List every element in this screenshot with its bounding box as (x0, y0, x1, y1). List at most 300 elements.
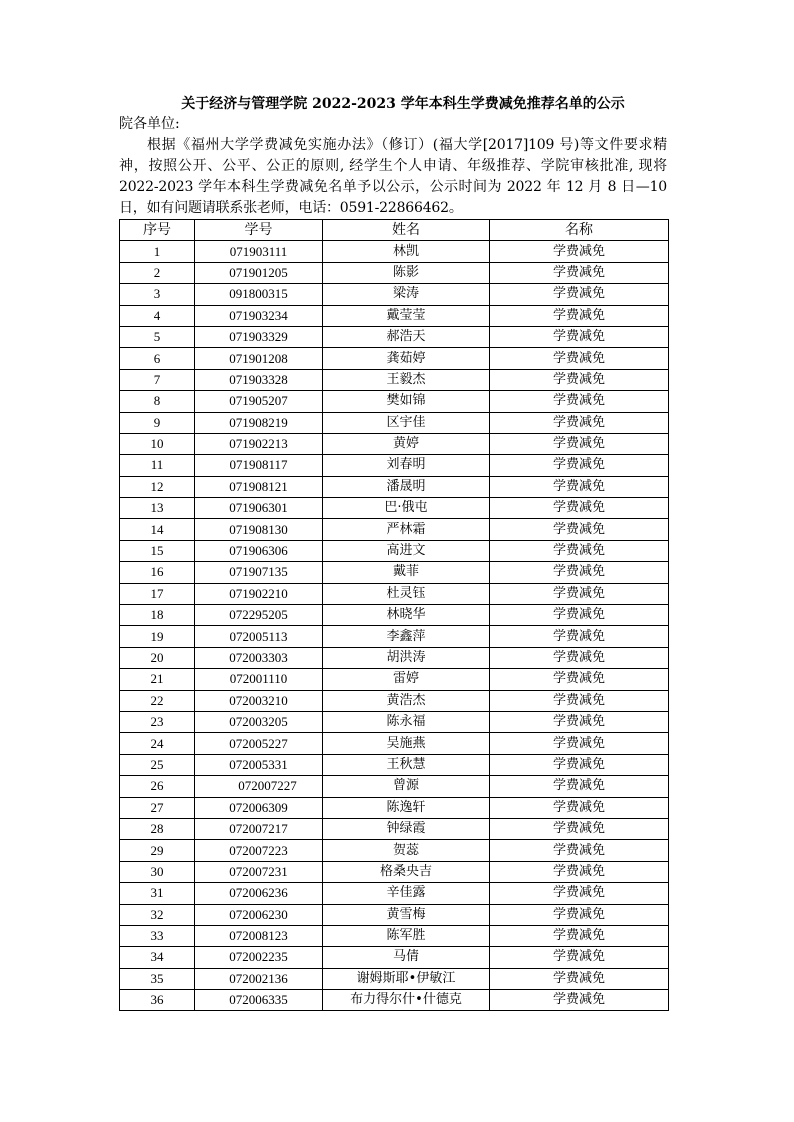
row-student-id-text: 071901208 (229, 350, 288, 366)
notice-body: 根据《福州大学学费减免实施办法》（修订）(福大学[2017]109 号)等文件要求精神，按照公开、公平、公正的原则, 经学生个人申请、年级推荐、学院审核批准, 现将 2022-2023 学年本科生学费减免名单予以公示，公示时间为 2022 年 12 月 8 日—10 日，如有问题请联系张老师，电话：0591-22866462。 (119, 137, 667, 216)
row-student-name-text: 杜灵钰 (386, 585, 426, 601)
row-award-type-text: 学费减免 (552, 799, 605, 815)
row-student-name (323, 647, 490, 668)
row-award-type (490, 391, 669, 412)
row-award-type (490, 904, 669, 925)
row-serial-text: 9 (153, 414, 161, 430)
row-student-name (323, 605, 490, 626)
row-award-type (490, 733, 669, 754)
row-student-id-text: 071908219 (229, 414, 288, 430)
row-student-name (323, 583, 490, 604)
table-row (120, 519, 669, 540)
row-student-name (323, 326, 490, 347)
row-serial-text: 24 (150, 735, 164, 751)
row-student-id-text: 072006230 (229, 906, 288, 922)
row-serial-text: 28 (150, 821, 164, 837)
row-award-type-text: 学费减免 (552, 628, 605, 644)
row-serial (120, 433, 195, 454)
row-award-type-text: 学费减免 (552, 393, 605, 409)
row-serial (120, 540, 195, 561)
row-student-name (323, 305, 490, 326)
row-student-name-text: 陈影 (392, 264, 419, 280)
row-award-type (490, 818, 669, 839)
row-award-type-text: 学费减免 (552, 307, 605, 323)
table-header-row (120, 220, 669, 241)
row-serial (120, 348, 195, 369)
row-award-type (490, 284, 669, 305)
row-serial-text: 30 (150, 863, 164, 879)
row-student-name-text: 区宇佳 (386, 414, 426, 430)
row-student-id-text: 072006309 (229, 799, 288, 815)
row-award-type (490, 305, 669, 326)
row-serial-text: 20 (150, 650, 164, 665)
row-student-name (323, 797, 490, 818)
row-student-id (195, 305, 323, 326)
row-student-name (323, 455, 490, 476)
row-serial-text: 3 (153, 286, 161, 302)
row-student-name (323, 733, 490, 754)
row-student-id (195, 369, 323, 390)
row-student-id (195, 925, 323, 946)
row-student-id-text: 072003210 (229, 692, 288, 708)
row-student-id-text: 071906301 (229, 500, 288, 516)
row-student-name-text: 黄雪梅 (386, 906, 426, 922)
row-serial (120, 369, 195, 390)
row-student-id-text: 091800315 (229, 286, 288, 302)
row-serial-text: 15 (150, 543, 164, 559)
row-award-type-text: 学费减免 (552, 350, 605, 366)
row-serial-text: 2 (153, 264, 161, 280)
row-student-id-text: 072003205 (229, 714, 288, 730)
row-award-type (490, 476, 669, 497)
row-serial (120, 498, 195, 519)
row-student-id (195, 391, 323, 412)
table-row (120, 690, 669, 711)
row-serial (120, 818, 195, 839)
table-row (120, 284, 669, 305)
table-row (120, 754, 669, 775)
row-student-id-text: 071906306 (229, 543, 288, 559)
row-award-type-text: 学费减免 (552, 329, 605, 345)
row-student-name-text: 巴·俄屯 (384, 500, 428, 516)
row-student-name-text: 梁涛 (392, 286, 419, 302)
row-award-type (490, 883, 669, 904)
row-serial (120, 925, 195, 946)
row-serial (120, 990, 195, 1011)
table-row (120, 968, 669, 989)
table-row (120, 925, 669, 946)
table-row (120, 904, 669, 925)
row-serial (120, 754, 195, 775)
row-student-id (195, 626, 323, 647)
table-row (120, 669, 669, 690)
header-name: 姓名 (323, 220, 490, 241)
row-award-type-text: 学费减免 (552, 863, 605, 879)
row-student-id-text: 072007223 (229, 842, 288, 858)
row-student-id-text: 072007217 (229, 821, 288, 837)
row-student-name-text: 林凯 (392, 243, 419, 259)
row-award-type (490, 647, 669, 668)
row-student-id (195, 861, 323, 882)
row-serial-text: 19 (150, 628, 164, 644)
row-award-type-text: 学费减免 (552, 607, 605, 623)
table-row (120, 797, 669, 818)
table-row (120, 947, 669, 968)
row-award-type (490, 711, 669, 732)
row-student-name (323, 840, 490, 861)
row-student-name (323, 476, 490, 497)
row-student-id (195, 669, 323, 690)
table-row (120, 647, 669, 668)
table-row (120, 883, 669, 904)
row-award-type (490, 797, 669, 818)
row-student-name (323, 284, 490, 305)
row-serial (120, 412, 195, 433)
row-award-type-text: 学费减免 (552, 714, 605, 730)
row-student-name-text: 陈军胜 (386, 928, 426, 944)
row-student-id (195, 883, 323, 904)
row-student-id-text: 072295205 (229, 607, 288, 623)
table-row (120, 733, 669, 754)
row-award-type-text: 学费减免 (552, 585, 605, 601)
row-student-id-text: 071903111 (229, 243, 288, 259)
row-student-name (323, 990, 490, 1011)
row-award-type-text: 学费减免 (552, 371, 605, 387)
row-student-id (195, 711, 323, 732)
row-award-type-text: 学费减免 (552, 842, 605, 858)
table-row (120, 711, 669, 732)
row-award-type (490, 540, 669, 561)
row-student-name (323, 562, 490, 583)
row-student-id (195, 818, 323, 839)
row-student-id-text: 072006335 (229, 992, 288, 1008)
header-award-type: 名称 (490, 220, 669, 241)
row-award-type-text: 学费减免 (552, 521, 605, 537)
row-student-name-text: 格桑央吉 (379, 863, 432, 879)
row-student-id (195, 947, 323, 968)
row-student-id-text: 072005113 (229, 628, 288, 644)
row-serial (120, 476, 195, 497)
row-student-id-text: 071905207 (229, 393, 288, 409)
row-serial (120, 733, 195, 754)
row-student-id (195, 476, 323, 497)
row-student-name-text: 龚茹婷 (386, 350, 426, 366)
row-student-name (323, 262, 490, 283)
row-student-name-text: 潘晟明 (386, 478, 426, 494)
row-student-name-text: 曾源 (392, 778, 419, 794)
row-serial-text: 36 (150, 992, 164, 1008)
row-award-type (490, 840, 669, 861)
row-serial (120, 776, 195, 797)
document-title: 关于经济与管理学院 2022-2023 学年本科生学费减免推荐名单的公示 (181, 96, 625, 112)
row-student-id-text: 071908121 (229, 478, 288, 494)
row-serial-text: 8 (153, 393, 161, 409)
row-student-name-text: 黄浩杰 (386, 692, 426, 708)
row-award-type-text: 学费减免 (552, 692, 605, 708)
row-serial-text: 29 (150, 842, 164, 858)
row-award-type-text: 学费减免 (552, 928, 605, 944)
row-award-type-text: 学费减免 (552, 906, 605, 922)
row-serial-text: 13 (150, 500, 164, 516)
row-student-name-text: 戴菲 (392, 564, 419, 580)
row-serial-text: 6 (153, 350, 161, 366)
row-student-id-text: 072002235 (229, 949, 288, 965)
row-serial (120, 883, 195, 904)
row-serial-text: 12 (150, 478, 164, 494)
row-student-name (323, 904, 490, 925)
table-row (120, 391, 669, 412)
row-student-name-text: 马倩 (392, 949, 419, 965)
table-row (120, 990, 669, 1011)
row-student-id (195, 412, 323, 433)
row-award-type-text: 学费减免 (552, 650, 605, 665)
row-award-type-text: 学费减免 (552, 286, 605, 302)
table-row (120, 605, 669, 626)
row-student-id (195, 284, 323, 305)
row-student-id (195, 776, 323, 797)
row-student-id-text: 071903328 (229, 371, 288, 387)
row-award-type (490, 861, 669, 882)
row-serial (120, 455, 195, 476)
row-student-name (323, 754, 490, 775)
row-award-type-text: 学费减免 (552, 735, 605, 751)
row-serial-text: 34 (150, 949, 164, 965)
notice-document (119, 94, 667, 1011)
row-student-name-text: 王秋慧 (386, 756, 426, 772)
row-award-type (490, 348, 669, 369)
row-serial (120, 690, 195, 711)
row-serial-text: 11 (150, 457, 164, 473)
row-student-id (195, 433, 323, 454)
row-student-name-text: 樊如锦 (386, 393, 426, 409)
row-serial (120, 605, 195, 626)
row-award-type (490, 583, 669, 604)
row-student-id-text: 072007231 (229, 863, 288, 879)
row-serial-text: 7 (153, 371, 161, 387)
table-row (120, 776, 669, 797)
row-serial (120, 968, 195, 989)
row-serial-text: 14 (150, 521, 164, 537)
table-row (120, 840, 669, 861)
row-award-type (490, 776, 669, 797)
row-award-type-text: 学费减免 (552, 414, 605, 430)
row-award-type-text: 学费减免 (552, 970, 605, 986)
row-award-type (490, 990, 669, 1011)
row-student-name-text: 吴施燕 (386, 735, 426, 751)
row-award-type (490, 947, 669, 968)
row-student-name (323, 540, 490, 561)
row-student-id (195, 326, 323, 347)
row-student-id-text: 071908130 (229, 521, 288, 537)
row-serial-text: 33 (150, 928, 164, 944)
header-student-id: 学号 (195, 220, 323, 241)
row-serial-text: 18 (150, 607, 164, 623)
row-student-id-text: 071902213 (229, 436, 288, 452)
row-student-id (195, 904, 323, 925)
row-student-name-text: 严林霜 (386, 521, 426, 537)
row-award-type (490, 690, 669, 711)
row-student-id-text: 071901205 (229, 264, 288, 280)
table-row (120, 583, 669, 604)
row-award-type (490, 369, 669, 390)
row-student-id (195, 262, 323, 283)
row-serial-text: 5 (153, 329, 161, 345)
table-row (120, 241, 669, 262)
row-student-name-text: 戴莹莹 (386, 307, 426, 323)
row-serial (120, 284, 195, 305)
row-student-id (195, 990, 323, 1011)
row-student-name (323, 669, 490, 690)
row-student-name-text: 李鑫萍 (386, 628, 426, 644)
table-row (120, 433, 669, 454)
row-student-id-text: 071907135 (229, 564, 288, 580)
row-student-name (323, 690, 490, 711)
table-body (120, 241, 669, 1011)
row-student-id-text: 072002136 (229, 970, 288, 986)
row-serial-text: 22 (150, 692, 164, 708)
row-student-name (323, 412, 490, 433)
row-student-name (323, 925, 490, 946)
recommendation-table (119, 219, 669, 1011)
row-award-type (490, 669, 669, 690)
row-student-name (323, 818, 490, 839)
table-row (120, 861, 669, 882)
salutation: 院各单位: (119, 116, 180, 132)
row-student-id (195, 455, 323, 476)
row-student-id-text: 072006236 (229, 885, 288, 901)
row-serial (120, 562, 195, 583)
table-row (120, 348, 669, 369)
row-student-name (323, 947, 490, 968)
row-award-type-text: 学费减免 (552, 243, 605, 259)
row-serial-text: 1 (153, 243, 161, 259)
row-award-type-text: 学费减免 (552, 949, 605, 965)
row-student-name (323, 369, 490, 390)
row-serial-text: 23 (150, 714, 164, 730)
row-student-id-text: 072005227 (229, 735, 288, 751)
row-student-id (195, 797, 323, 818)
row-award-type-text: 学费减免 (552, 436, 605, 452)
row-student-name (323, 433, 490, 454)
row-serial-text: 25 (150, 756, 164, 772)
row-student-id-text: 072008123 (229, 928, 288, 944)
row-student-name-text: 贺蕊 (392, 842, 419, 858)
row-award-type-text: 学费减免 (552, 457, 605, 473)
row-serial-text: 17 (150, 585, 164, 601)
row-serial (120, 861, 195, 882)
row-student-name (323, 348, 490, 369)
row-student-name-text: 刘春明 (386, 457, 426, 473)
row-award-type-text: 学费减免 (552, 992, 605, 1008)
row-student-id (195, 690, 323, 711)
row-student-id (195, 605, 323, 626)
row-serial-text: 32 (150, 906, 164, 922)
row-student-name (323, 626, 490, 647)
row-student-name (323, 498, 490, 519)
row-serial-text: 35 (150, 970, 164, 986)
row-serial-text: 4 (153, 307, 161, 323)
row-student-id (195, 540, 323, 561)
row-serial (120, 904, 195, 925)
table-row (120, 498, 669, 519)
row-student-id (195, 733, 323, 754)
row-student-name-text: 布力得尔什•什德克 (350, 992, 462, 1008)
row-serial (120, 241, 195, 262)
row-award-type-text: 学费减免 (552, 500, 605, 516)
row-award-type (490, 262, 669, 283)
row-award-type (490, 519, 669, 540)
row-serial (120, 262, 195, 283)
row-student-name (323, 391, 490, 412)
row-award-type (490, 455, 669, 476)
row-student-name (323, 776, 490, 797)
row-serial-text: 31 (150, 885, 164, 901)
row-serial-text: 21 (150, 671, 164, 687)
row-award-type-text: 学费减免 (552, 671, 605, 687)
row-award-type (490, 326, 669, 347)
row-student-id (195, 754, 323, 775)
row-serial (120, 305, 195, 326)
row-award-type (490, 754, 669, 775)
row-student-id-text: 072007227 (238, 778, 297, 794)
row-student-name (323, 883, 490, 904)
row-student-name-text: 谢姆斯耶•伊敏江 (356, 970, 456, 986)
row-student-name (323, 968, 490, 989)
row-student-id (195, 498, 323, 519)
row-serial (120, 647, 195, 668)
row-student-id-text: 072001110 (229, 671, 288, 687)
row-student-id-text: 071903234 (229, 307, 288, 323)
row-serial (120, 669, 195, 690)
row-serial-text: 26 (150, 778, 164, 794)
row-student-name-text: 高进文 (386, 543, 426, 559)
row-student-id (195, 241, 323, 262)
row-serial (120, 583, 195, 604)
row-serial-text: 10 (150, 436, 164, 452)
row-serial-text: 27 (150, 799, 164, 815)
row-student-id (195, 968, 323, 989)
table-row (120, 369, 669, 390)
row-serial-text: 16 (150, 564, 164, 580)
row-serial (120, 391, 195, 412)
table-row (120, 262, 669, 283)
row-student-id (195, 562, 323, 583)
row-student-name-text: 胡洪涛 (386, 650, 426, 665)
row-award-type (490, 925, 669, 946)
row-student-name-text: 辛佳露 (386, 885, 426, 901)
row-serial (120, 840, 195, 861)
table-row (120, 412, 669, 433)
row-student-name (323, 711, 490, 732)
row-student-id-text: 071902210 (229, 585, 288, 601)
row-serial (120, 626, 195, 647)
row-student-name-text: 黄婷 (392, 436, 419, 452)
row-award-type-text: 学费减免 (552, 778, 605, 794)
row-award-type (490, 412, 669, 433)
row-award-type-text: 学费减免 (552, 543, 605, 559)
row-award-type-text: 学费减免 (552, 756, 605, 772)
row-award-type-text: 学费减免 (552, 564, 605, 580)
row-serial (120, 711, 195, 732)
table-row (120, 562, 669, 583)
row-serial (120, 947, 195, 968)
row-student-id (195, 840, 323, 861)
table-row (120, 305, 669, 326)
row-student-name-text: 王毅杰 (386, 371, 426, 387)
row-student-id-text: 072003303 (229, 650, 288, 665)
row-award-type (490, 433, 669, 454)
row-student-id-text: 071908117 (229, 457, 288, 473)
